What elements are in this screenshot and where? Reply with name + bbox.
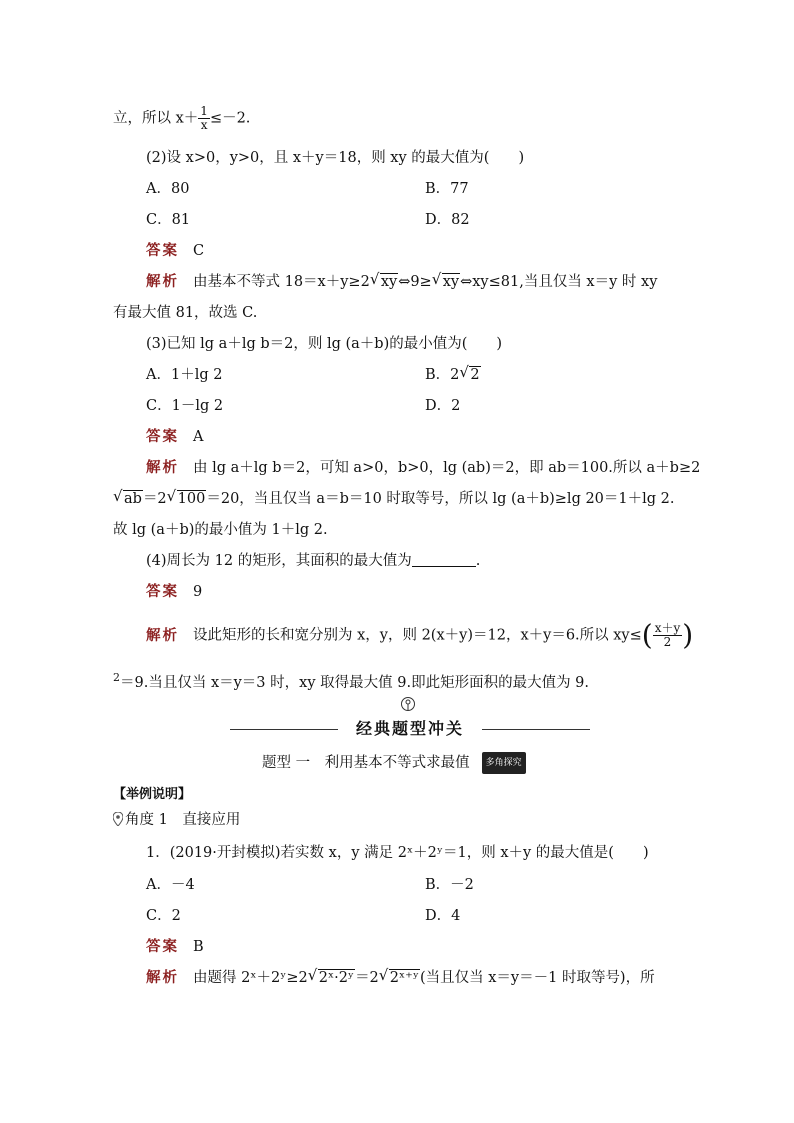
right-paren: ) <box>682 618 694 652</box>
sqrt-expression: √ xy <box>380 273 398 290</box>
q2-analysis-line-1 <box>146 272 686 292</box>
sqrt-expression: √ 2ˣ⁺ʸ <box>389 969 420 986</box>
text: ＝9.当且仅当 x＝y＝3 时，xy 取得最大值 9.即此矩形面积的最大值为 9. <box>120 675 590 691</box>
text: (4)周长为 12 的矩形，其面积的最大值为 <box>146 553 412 569</box>
key-icon <box>400 696 416 716</box>
sqrt-expression: √ ab <box>123 490 143 507</box>
q3-option-b <box>425 365 481 385</box>
answer-label: 答案 <box>146 429 179 445</box>
fraction <box>653 622 683 649</box>
analysis-label: 解析 <box>146 970 179 986</box>
q3-analysis-line-1 <box>146 458 701 478</box>
type-label: 题型 一 利用基本不等式求最值 <box>262 755 470 771</box>
divider <box>230 729 338 730</box>
ex1-option-b: B．－2 <box>425 877 474 893</box>
sqrt-expression: √ 100 <box>177 490 207 507</box>
answer-value: A <box>193 429 204 445</box>
analysis-label: 解析 <box>146 274 179 290</box>
ex1-analysis-line-1 <box>146 968 686 988</box>
q3-option-a: A．1＋lg 2 <box>146 367 223 383</box>
answer-value: B <box>193 939 204 955</box>
q4-analysis-line-2 <box>113 668 686 693</box>
fraction-denominator: 2 <box>663 635 672 649</box>
text: 由 lg a＋lg b＝2，可知 a>0，b>0，lg (ab)＝2，即 ab＝100.所以 a＋b≥2 <box>193 460 701 476</box>
q4-analysis-line-1 <box>146 618 694 652</box>
analysis-label: 解析 <box>146 627 179 644</box>
q2-analysis-line-2: 有最大值 81，故选 C. <box>113 305 258 321</box>
text: . <box>475 553 481 569</box>
fraction-numerator: 1 <box>200 104 208 118</box>
divider <box>482 729 590 730</box>
text: ＝2 <box>142 491 167 507</box>
text: 由基本不等式 18＝x＋y≥2 <box>193 274 370 290</box>
ex1-option-d: D．4 <box>425 908 461 924</box>
ex1-answer <box>146 937 686 957</box>
angle-heading <box>113 810 686 830</box>
q2-option-b: B．77 <box>425 181 469 197</box>
answer-label: 答案 <box>146 243 179 259</box>
ex1-option-c: C．2 <box>146 908 181 924</box>
analysis-label: 解析 <box>146 460 179 476</box>
section-title <box>230 716 590 742</box>
example-label: 【举例说明】 <box>113 787 192 802</box>
section-title-text: 经典题型冲关 <box>355 719 464 738</box>
ex1-option-a: A．－4 <box>146 877 195 893</box>
text: ＝2 <box>355 970 379 986</box>
text: B．2 <box>425 367 460 383</box>
q3-answer <box>146 427 686 447</box>
q3-analysis-line-3: 故 lg (a＋b)的最小值为 1＋lg 2. <box>113 522 328 538</box>
answer-blank <box>412 552 476 567</box>
continuation-line <box>113 105 686 132</box>
angle-label: 角度 1 直接应用 <box>125 812 241 828</box>
example-1-stem: 1．(2019·开封模拟)若实数 x，y 满足 2ˣ＋2ʸ＝1，则 x＋y 的最大值是( ) <box>146 845 649 861</box>
q3-analysis-line-2 <box>113 489 686 509</box>
answer-label: 答案 <box>146 939 179 955</box>
question-2-stem: (2)设 x>0，y>0，且 x＋y＝18，则 xy 的最大值为( ) <box>146 150 525 166</box>
question-type-heading <box>262 752 526 774</box>
question-3-stem: (3)已知 lg a＋lg b＝2，则 lg (a＋b)的最小值为( ) <box>146 336 503 352</box>
text: ⇔9≥ <box>398 274 432 290</box>
text: 立，所以 x＋ <box>113 110 199 127</box>
text: (当且仅当 x＝y＝－1 时取等号)，所 <box>419 970 655 986</box>
text: 由题得 2ˣ＋2ʸ≥2 <box>193 970 308 986</box>
q2-option-c: C．81 <box>146 212 191 228</box>
fraction <box>198 105 210 132</box>
q2-option-d: D．82 <box>425 212 470 228</box>
superscript: 2 <box>113 671 120 684</box>
answer-value: 9 <box>193 584 203 600</box>
q3-option-c: C．1－lg 2 <box>146 398 224 414</box>
text: ＝20，当且仅当 a＝b＝10 时取等号，所以 lg (a＋b)≥lg 20＝1＋lg 2. <box>206 491 675 507</box>
q2-option-a: A．80 <box>146 181 190 197</box>
sqrt-expression: √ xy <box>442 273 460 290</box>
q4-answer <box>146 582 686 602</box>
left-paren: ( <box>641 618 653 652</box>
sqrt-expression: √ 2ˣ·2ʸ <box>318 969 355 986</box>
fraction-denominator: x <box>200 118 208 132</box>
location-pin-icon <box>113 812 123 826</box>
q3-option-d: D．2 <box>425 398 461 414</box>
example-heading <box>113 784 686 805</box>
fraction-numerator: x＋y <box>654 621 681 635</box>
text: ≤－2. <box>209 110 251 127</box>
text: ⇔xy≤81,当且仅当 x＝y 时 xy <box>460 274 658 290</box>
answer-value: C <box>193 243 205 259</box>
sqrt-expression: √ 2 <box>469 366 480 383</box>
q2-answer <box>146 241 686 261</box>
text: 设此矩形的长和宽分别为 x，y，则 2(x＋y)＝12，x＋y＝6.所以 xy≤ <box>193 627 642 644</box>
badge: 多角探究 <box>482 752 526 774</box>
question-4-stem <box>146 551 686 571</box>
answer-label: 答案 <box>146 584 179 600</box>
